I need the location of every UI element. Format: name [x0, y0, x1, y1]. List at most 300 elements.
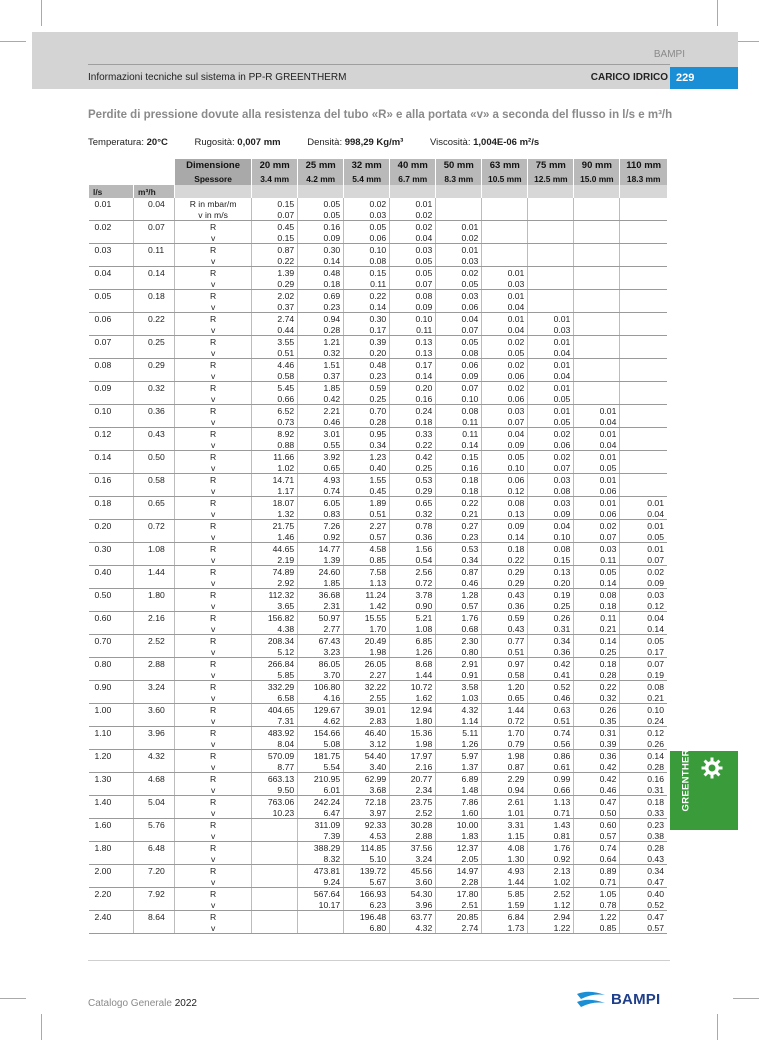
value-cell-r: 0.03: [528, 497, 574, 509]
value-cell-r: 15.55: [344, 612, 390, 624]
value-cell-v: 0.07: [528, 462, 574, 474]
value-cell-r: 0.01: [620, 543, 667, 555]
value-cell-v: 0.46: [528, 692, 574, 704]
empty-cell: [89, 278, 134, 290]
value-cell-r: 388.29: [298, 842, 344, 854]
table-row-v: [89, 600, 668, 612]
value-cell-v: 1.85: [298, 577, 344, 589]
value-cell-v: 0.10: [436, 393, 482, 405]
value-cell-r: 1.43: [528, 819, 574, 831]
value-cell-r: 8.92: [252, 428, 298, 440]
value-cell-v: 0.22: [482, 554, 528, 566]
value-cell-v: [620, 347, 667, 359]
value-cell-r: [252, 865, 298, 877]
value-cell-r: 208.34: [252, 635, 298, 647]
value-cell-v: 1.39: [298, 554, 344, 566]
flow-ls-cell: 2.20: [94, 888, 112, 899]
flow-m3h-cell: 0.04: [134, 198, 175, 209]
value-cell-v: 6.47: [298, 807, 344, 819]
value-cell-v: [482, 209, 528, 221]
value-cell-v: 0.22: [252, 255, 298, 267]
value-cell-v: 4.62: [298, 715, 344, 727]
value-cell-r: 2.13: [528, 865, 574, 877]
row-label-r: R: [175, 796, 252, 808]
value-cell-r: 0.97: [482, 658, 528, 670]
value-cell-r: [298, 911, 344, 923]
value-cell-r: 663.13: [252, 773, 298, 785]
value-cell-v: 2.31: [298, 600, 344, 612]
value-cell-r: 0.08: [620, 681, 667, 693]
value-cell-r: [620, 313, 667, 325]
value-cell-r: 0.59: [482, 612, 528, 624]
table-row-r: [89, 727, 668, 739]
value-cell-r: 1.23: [344, 451, 390, 463]
value-cell-r: 17.97: [390, 750, 436, 762]
value-cell-r: 0.01: [528, 313, 574, 325]
value-cell-r: 0.01: [574, 474, 620, 486]
value-cell-v: 0.14: [574, 577, 620, 589]
value-cell-v: 0.36: [528, 646, 574, 658]
value-cell-r: 114.85: [344, 842, 390, 854]
value-cell-r: 0.99: [528, 773, 574, 785]
table-row-r: [89, 497, 668, 509]
value-cell-v: 0.15: [528, 554, 574, 566]
value-cell-r: 7.86: [436, 796, 482, 808]
empty-cell: [134, 416, 175, 428]
value-cell-v: 0.06: [574, 508, 620, 520]
value-cell-r: 154.66: [298, 727, 344, 739]
flow-ls-cell: 0.10: [94, 405, 112, 416]
value-cell-v: 0.57: [344, 531, 390, 543]
dimension-header: 90 mm: [574, 159, 620, 172]
table-row-r: [89, 221, 668, 233]
table-row-v: [89, 347, 668, 359]
value-cell-v: 0.05: [390, 255, 436, 267]
value-cell-v: 0.29: [390, 485, 436, 497]
value-cell-r: 0.52: [528, 681, 574, 693]
flow-m3h-cell: 7.92: [134, 888, 175, 900]
value-cell-r: 7.26: [298, 520, 344, 532]
thickness-header: 5.4 mm: [344, 172, 390, 185]
empty-cell: [89, 692, 134, 704]
empty-cell: [89, 485, 134, 497]
value-cell-r: 4.93: [298, 474, 344, 486]
empty-cell: [134, 278, 175, 290]
value-cell-r: [528, 221, 574, 233]
table-row-v: [89, 255, 668, 267]
table-row-r: [89, 681, 668, 693]
value-cell-v: 0.02: [436, 232, 482, 244]
table-row-r: [89, 865, 668, 877]
flow-m3h-cell: 2.88: [134, 658, 175, 670]
value-cell-v: 0.15: [252, 232, 298, 244]
flow-m3h-cell: 3.96: [134, 727, 175, 739]
dimension-header: 63 mm: [482, 159, 528, 172]
row-label-v: v: [175, 830, 252, 842]
value-cell-v: 0.90: [390, 600, 436, 612]
value-cell-r: 0.18: [482, 543, 528, 555]
table-row-r: [89, 589, 668, 601]
value-cell-v: 2.74: [436, 922, 482, 934]
table-row-v: [89, 531, 668, 543]
empty-cell: [89, 324, 134, 336]
value-cell-v: 0.12: [482, 485, 528, 497]
value-cell-v: 5.85: [252, 669, 298, 681]
value-cell-r: 0.74: [574, 842, 620, 854]
value-cell-r: 3.31: [482, 819, 528, 831]
table-row-r: [89, 382, 668, 394]
empty-cell: [134, 922, 175, 934]
value-cell-r: 0.01: [574, 497, 620, 509]
value-cell-v: 1.02: [252, 462, 298, 474]
value-cell-v: 0.08: [528, 485, 574, 497]
flow-ls-cell: 1.60: [94, 819, 112, 830]
value-cell-v: 0.18: [390, 416, 436, 428]
value-cell-v: [620, 416, 667, 428]
table-row-r: [89, 658, 668, 670]
value-cell-v: [620, 324, 667, 336]
value-cell-v: 1.73: [482, 922, 528, 934]
value-cell-r: 1.89: [344, 497, 390, 509]
row-label-v: v in m/s: [175, 209, 252, 221]
value-cell-r: 0.42: [528, 658, 574, 670]
value-cell-r: 2.52: [528, 888, 574, 900]
row-label-v: v: [175, 715, 252, 727]
row-label-v: v: [175, 255, 252, 267]
empty-cell: [89, 853, 134, 865]
empty-cell: [134, 692, 175, 704]
value-cell-v: 0.06: [528, 439, 574, 451]
table-row-r: [89, 359, 668, 371]
thickness-header: 6.7 mm: [390, 172, 436, 185]
value-cell-r: 6.84: [482, 911, 528, 923]
value-cell-r: [252, 888, 298, 900]
value-cell-v: 0.44: [252, 324, 298, 336]
value-cell-v: 1.44: [482, 876, 528, 888]
value-cell-r: 32.22: [344, 681, 390, 693]
table-body: [89, 198, 668, 934]
value-cell-v: 0.43: [482, 623, 528, 635]
value-cell-r: 0.95: [344, 428, 390, 440]
value-cell-r: 37.56: [390, 842, 436, 854]
table-row-v: [89, 738, 668, 750]
value-cell-r: 1.98: [482, 750, 528, 762]
value-cell-v: 0.50: [574, 807, 620, 819]
row-label-r: R: [175, 428, 252, 440]
crop-mark: [717, 1014, 718, 1040]
empty-cell: [134, 347, 175, 359]
value-cell-r: 0.19: [528, 589, 574, 601]
value-cell-v: 0.21: [436, 508, 482, 520]
value-cell-r: 1.22: [574, 911, 620, 923]
footer-logo-text: BAMPI: [611, 991, 661, 1008]
value-cell-v: [620, 462, 667, 474]
value-cell-v: 3.65: [252, 600, 298, 612]
value-cell-r: 0.02: [574, 520, 620, 532]
value-cell-v: 0.72: [482, 715, 528, 727]
value-cell-r: 86.05: [298, 658, 344, 670]
value-cell-v: 0.51: [482, 646, 528, 658]
value-cell-r: 567.64: [298, 888, 344, 900]
value-cell-r: 0.04: [620, 612, 667, 624]
value-cell-v: 0.71: [528, 807, 574, 819]
value-cell-v: [252, 899, 298, 911]
value-cell-r: 0.74: [528, 727, 574, 739]
value-cell-r: 1.13: [528, 796, 574, 808]
empty-cell: [89, 646, 134, 658]
empty-cell: [89, 761, 134, 773]
value-cell-r: [528, 290, 574, 302]
value-cell-v: [620, 439, 667, 451]
value-cell-r: 0.53: [390, 474, 436, 486]
value-cell-r: 26.05: [344, 658, 390, 670]
value-cell-v: 0.74: [298, 485, 344, 497]
value-cell-r: 0.60: [574, 819, 620, 831]
value-cell-r: 0.28: [620, 842, 667, 854]
row-label-v: v: [175, 278, 252, 290]
empty-cell: [134, 577, 175, 589]
value-cell-v: [528, 209, 574, 221]
value-cell-r: 0.07: [436, 382, 482, 394]
value-cell-r: 0.30: [344, 313, 390, 325]
flow-ls-cell: 0.06: [94, 313, 112, 324]
empty-cell: [134, 439, 175, 451]
value-cell-v: [620, 255, 667, 267]
value-cell-v: [620, 232, 667, 244]
value-cell-v: 1.08: [390, 623, 436, 635]
value-cell-r: 63.77: [390, 911, 436, 923]
value-cell-v: 0.19: [620, 669, 667, 681]
flow-m3h-cell: 0.58: [134, 474, 175, 486]
value-cell-r: 2.94: [528, 911, 574, 923]
value-cell-v: [252, 830, 298, 842]
value-cell-v: 1.80: [390, 715, 436, 727]
value-cell-v: 1.03: [436, 692, 482, 704]
row-label-r: R: [175, 888, 252, 900]
value-cell-r: 129.67: [298, 704, 344, 716]
value-cell-v: [252, 853, 298, 865]
value-cell-v: 3.70: [298, 669, 344, 681]
value-cell-v: 1.32: [252, 508, 298, 520]
value-cell-r: 0.08: [574, 589, 620, 601]
value-cell-v: 0.20: [528, 577, 574, 589]
value-cell-v: 0.03: [482, 278, 528, 290]
value-cell-r: 0.02: [528, 428, 574, 440]
value-cell-v: 0.24: [620, 715, 667, 727]
value-cell-r: 54.30: [390, 888, 436, 900]
value-cell-v: 0.18: [574, 600, 620, 612]
empty-cell: [134, 738, 175, 750]
value-cell-v: 0.11: [390, 324, 436, 336]
flow-m3h-cell: 0.18: [134, 290, 175, 302]
value-cell-v: 2.05: [436, 853, 482, 865]
param-temperature: Temperatura: 20°C: [88, 137, 168, 148]
value-cell-r: [482, 198, 528, 209]
table-row-r: [89, 612, 668, 624]
table-row-r: [89, 290, 668, 302]
value-cell-r: [574, 267, 620, 279]
param-viscosity: Viscosità: 1,004E-06 m²/s: [430, 137, 540, 148]
flow-ls-cell: 0.05: [94, 290, 112, 301]
crop-mark: [41, 0, 42, 26]
value-cell-v: 0.05: [528, 393, 574, 405]
value-cell-r: 0.18: [620, 796, 667, 808]
flow-m3h-cell: 0.25: [134, 336, 175, 348]
row-label-v: v: [175, 531, 252, 543]
value-cell-r: 0.39: [344, 336, 390, 348]
value-cell-r: 17.80: [436, 888, 482, 900]
flow-m3h-cell: 1.80: [134, 589, 175, 601]
flow-m3h-cell: 0.32: [134, 382, 175, 394]
thickness-header: 8.3 mm: [436, 172, 482, 185]
flow-m3h-cell: 5.76: [134, 819, 175, 831]
value-cell-v: 2.92: [252, 577, 298, 589]
empty-cell: [89, 669, 134, 681]
table-row-r: [89, 313, 668, 325]
value-cell-v: [528, 255, 574, 267]
value-cell-v: 1.12: [528, 899, 574, 911]
value-cell-r: 1.56: [390, 543, 436, 555]
row-label-v: v: [175, 922, 252, 934]
value-cell-r: 1.21: [298, 336, 344, 348]
empty-cell: [89, 347, 134, 359]
value-cell-v: 2.77: [298, 623, 344, 635]
value-cell-v: 0.13: [390, 347, 436, 359]
thickness-header: 12.5 mm: [528, 172, 574, 185]
row-label-v: v: [175, 738, 252, 750]
value-cell-r: 2.27: [344, 520, 390, 532]
value-cell-r: 0.14: [574, 635, 620, 647]
value-cell-v: 0.46: [574, 784, 620, 796]
value-cell-r: 2.21: [298, 405, 344, 417]
value-cell-v: 0.58: [252, 370, 298, 382]
value-cell-v: 0.06: [482, 370, 528, 382]
value-cell-r: 0.22: [344, 290, 390, 302]
flow-m3h-cell: 7.20: [134, 865, 175, 877]
value-cell-r: 1.44: [482, 704, 528, 716]
value-cell-v: 0.18: [436, 485, 482, 497]
table-row-v: [89, 508, 668, 520]
value-cell-v: 7.39: [298, 830, 344, 842]
value-cell-v: 2.28: [436, 876, 482, 888]
header-divider: [88, 64, 670, 65]
empty-cell: [134, 784, 175, 796]
empty-cell: [134, 508, 175, 520]
value-cell-v: 2.83: [344, 715, 390, 727]
dimension-header-row: [89, 159, 668, 172]
value-cell-v: 0.32: [298, 347, 344, 359]
value-cell-r: 0.08: [482, 497, 528, 509]
value-cell-v: 8.77: [252, 761, 298, 773]
value-cell-v: 0.61: [528, 761, 574, 773]
value-cell-r: [528, 244, 574, 256]
table-row-r: [89, 635, 668, 647]
row-label-v: v: [175, 669, 252, 681]
value-cell-r: 0.01: [436, 244, 482, 256]
value-cell-r: 1.76: [528, 842, 574, 854]
empty-cell: [89, 738, 134, 750]
value-cell-v: 0.05: [482, 347, 528, 359]
flow-m3h-cell: 4.68: [134, 773, 175, 785]
table-row-v: [89, 761, 668, 773]
value-cell-v: 0.09: [298, 232, 344, 244]
value-cell-v: [252, 876, 298, 888]
value-cell-r: 0.18: [436, 474, 482, 486]
value-cell-v: 0.26: [620, 738, 667, 750]
row-label-r: R: [175, 520, 252, 532]
empty-cell: [134, 807, 175, 819]
footer-catalog: Catalogo Generale 2022: [88, 998, 197, 1009]
row-label-r: R: [175, 451, 252, 463]
dimension-header: 32 mm: [344, 159, 390, 172]
value-cell-v: 0.65: [482, 692, 528, 704]
value-cell-v: [620, 485, 667, 497]
value-cell-v: 0.06: [344, 232, 390, 244]
value-cell-v: 0.29: [252, 278, 298, 290]
value-cell-r: 0.24: [390, 405, 436, 417]
row-label-v: v: [175, 554, 252, 566]
row-label-v: v: [175, 508, 252, 520]
value-cell-r: 74.89: [252, 566, 298, 578]
value-cell-r: 0.03: [574, 543, 620, 555]
value-cell-r: 404.65: [252, 704, 298, 716]
value-cell-r: 5.85: [482, 888, 528, 900]
value-cell-r: 0.08: [390, 290, 436, 302]
row-label-v: v: [175, 876, 252, 888]
value-cell-v: 8.32: [298, 853, 344, 865]
flow-m3h-cell: 0.36: [134, 405, 175, 417]
row-label-r: R: [175, 543, 252, 555]
value-cell-v: 0.47: [620, 876, 667, 888]
value-cell-r: 0.01: [528, 382, 574, 394]
table-row-v: [89, 715, 668, 727]
value-cell-v: 10.17: [298, 899, 344, 911]
crop-mark: [0, 998, 26, 999]
value-cell-v: 8.04: [252, 738, 298, 750]
value-cell-r: 473.81: [298, 865, 344, 877]
value-cell-v: [528, 301, 574, 313]
table-row-r: [89, 543, 668, 555]
value-cell-r: 0.36: [574, 750, 620, 762]
table-row-r: [89, 750, 668, 762]
value-cell-r: 139.72: [344, 865, 390, 877]
row-label-v: v: [175, 416, 252, 428]
parameters-line: [88, 137, 563, 148]
value-cell-r: [574, 382, 620, 394]
dimension-header: 40 mm: [390, 159, 436, 172]
value-cell-v: 0.11: [436, 416, 482, 428]
value-cell-r: 0.01: [620, 520, 667, 532]
value-cell-v: [574, 278, 620, 290]
dimension-header: 50 mm: [436, 159, 482, 172]
value-cell-v: 3.68: [344, 784, 390, 796]
value-cell-r: 1.85: [298, 382, 344, 394]
value-cell-v: 0.04: [482, 301, 528, 313]
empty-cell: [134, 853, 175, 865]
value-cell-v: [482, 255, 528, 267]
value-cell-v: 2.88: [390, 830, 436, 842]
value-cell-r: 0.01: [574, 428, 620, 440]
value-cell-r: 2.61: [482, 796, 528, 808]
value-cell-r: 2.91: [436, 658, 482, 670]
value-cell-v: [298, 922, 344, 934]
empty-cell: [134, 324, 175, 336]
empty-cell: [89, 209, 134, 221]
empty-cell: [89, 439, 134, 451]
value-cell-r: 14.77: [298, 543, 344, 555]
value-cell-v: 0.04: [482, 324, 528, 336]
value-cell-v: 0.37: [298, 370, 344, 382]
